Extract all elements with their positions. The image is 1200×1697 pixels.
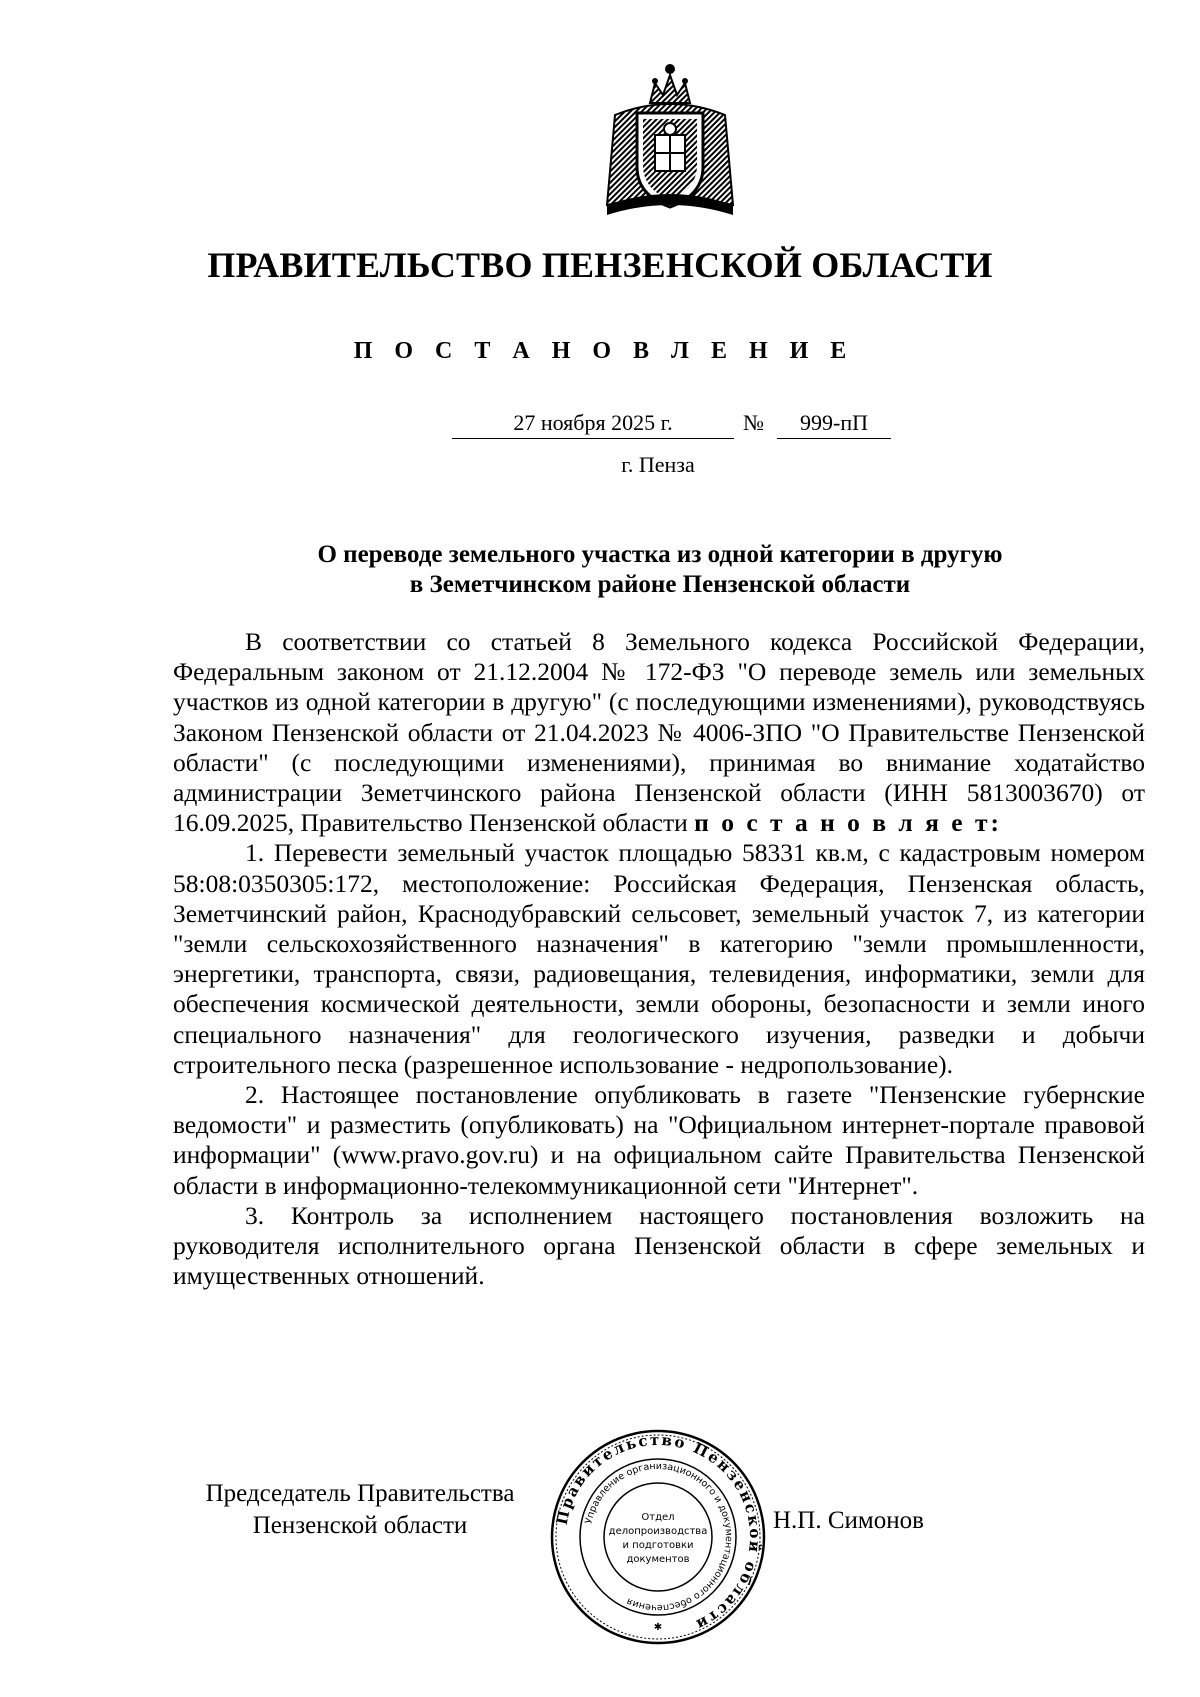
signer-position-line-2: Пензенской области [252,1512,468,1539]
signer-position-line-1: Председатель Правительства [205,1480,515,1507]
item-2-paragraph: 2. Настоящее постановление опубликовать в газете "Пензенские губернские ведомости" и разместить (опубликовать) на "Официальном интернет-портале правовой информации" (www.pravo.gov.ru) и на официальном сайте Правительства Пензенской области в информационно-телекоммуникационной сети "Интернет". [173,1080,1145,1200]
stamp-center-line-3: и подготовки [622,1540,694,1551]
preamble-paragraph [173,627,1145,838]
stamp-center-line-4: документов [626,1554,690,1565]
document-body [173,627,1145,1291]
item-3-paragraph: 3. Контроль за исполнением настоящего постановления возложить на руководителя исполнительного органа Пензенской области в сфере земельных и имущественных отношений. [173,1200,1145,1291]
subject-line-2: в Земетчинском районе Пензенской области [409,571,911,598]
signer-name: Н.П. Симонов [773,1507,924,1534]
document-date: 27 ноября 2025 г. [452,410,734,439]
document-type: П О С Т А Н О В Л Е Н И Е [353,338,855,364]
document-city: г. Пенза [621,452,695,477]
stamp-center-line-2: делопроизводства [608,1526,708,1537]
stamp-center-line-1: Отдел [641,1512,675,1523]
stamp-outer-text: Правительство Пензенской области [552,1430,765,1635]
coat-of-arms-icon [595,55,745,220]
number-sign: № [743,410,764,435]
government-title: ПРАВИТЕЛЬСТВО ПЕНЗЕНСКОЙ ОБЛАСТИ [207,245,993,285]
resolves-word: п о с т а н о в л я е т: [694,808,1002,838]
preamble-text: В соответствии со статьей 8 Земельного кодекса Российской Федерации, Федеральным законом от 21.12.2004 № 172-ФЗ "О переводе земель или земельных участков из одной категории в другую" (с последующими изменениями), руководствуясь Законом Пензенской области от 21.04.2023 № 4006-ЗПО "О Правительстве Пензенской области" (с последующими изменениями), принимая во внимание ходатайство администрации Земетчинского района Пензенской области (ИНН 5813003670) от 16.09.2025, Правительство Пензенской области [173,627,1145,838]
document-number: 999-пП [777,410,891,439]
stamp-middle-text: Управление организационного и документационного обеспечения [583,1460,735,1614]
item-1-paragraph: 1. Перевести земельный участок площадью 58331 кв.м, с кадастровым номером 58:08:0350305:172, местоположение: Российская Федерация, Пензенская область, Земетчинский район, Краснодубравский сельсовет, земельный участок 7, из категории "земли сельскохозяйственного назначения" в категорию "земли промышленности, энергетики, транспорта, связи, радиовещания, телевидения, информатики, земли для обеспечения космической деятельности, земли обороны, безопасности и земли иного специального назначения" для геологического изучения, разведки и добычи строительного песка (разрешенное использование - недропользование). [173,838,1145,1079]
official-stamp-icon [548,1427,768,1647]
signer-position [184,1478,536,1542]
stamp-star-icon: ✱ [653,1622,663,1633]
document-subject [200,540,1120,600]
subject-line-1: О переводе земельного участка из одной категории в другую [317,541,1003,568]
